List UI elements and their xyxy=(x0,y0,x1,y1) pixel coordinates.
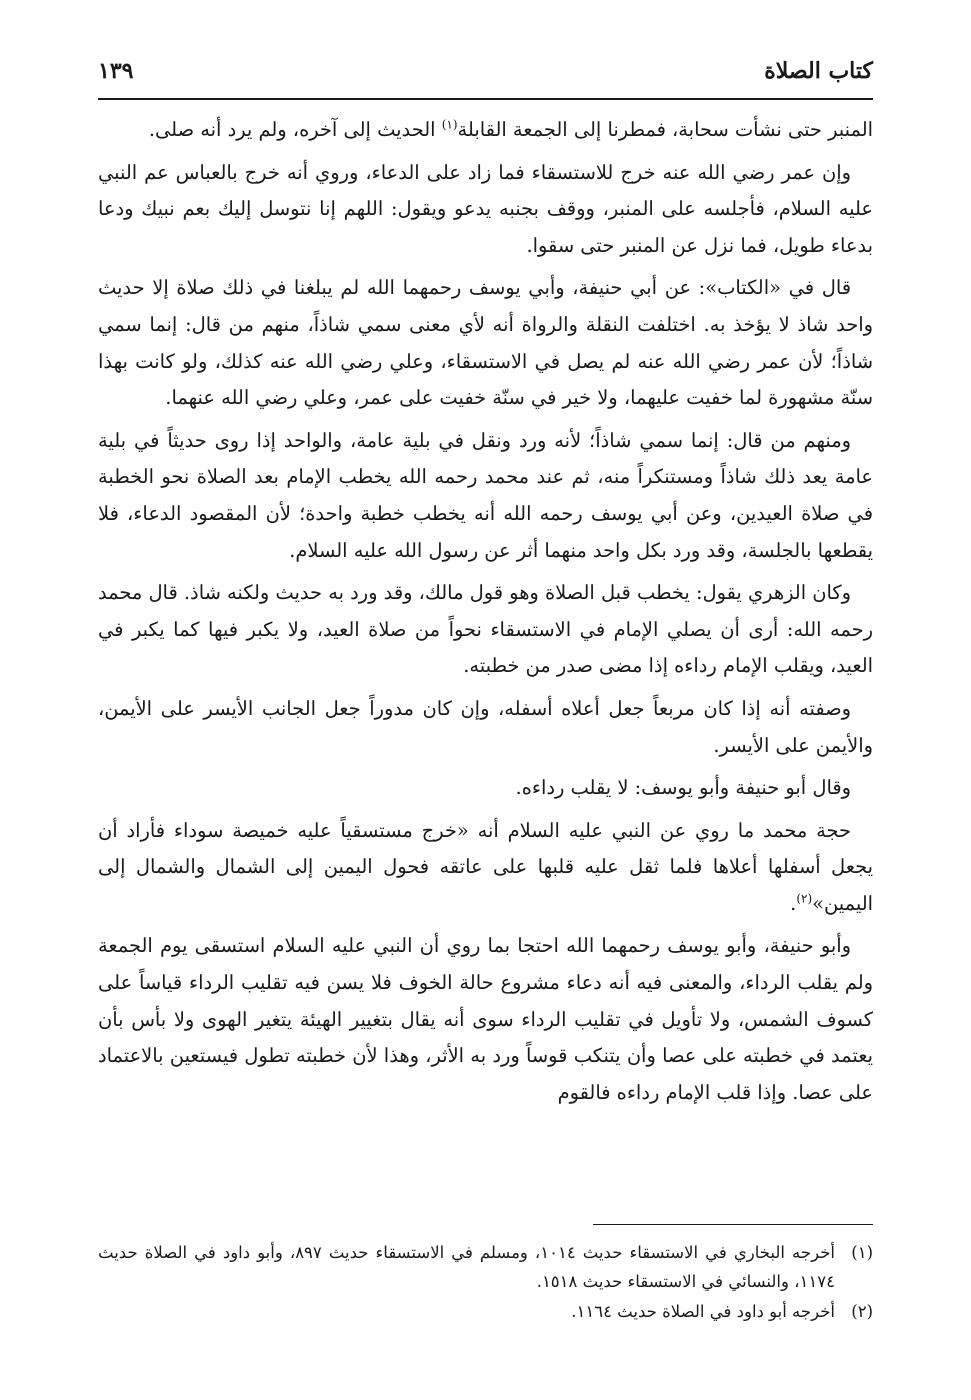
footnote-number: (٢) xyxy=(851,1302,873,1321)
paragraph: ومنهم من قال: إنما سمي شاذاً؛ لأنه ورد ونقل في بلية عامة، والواحد إذا روى حديثاً في بلية عامة يعد ذلك شاذاً ومستنكراً منه، ثم عند محمد رحمه الله يخطب الإمام بعد الصلاة نحو الخطبة في صلاة العيدين، وعن أبي يوسف رحمه الله أنه يخطب خطبة واحدة؛ لأن المقصود الدعاء، فلا يقطعها بالجلسة، وقد ورد بكل واحد منهما أثر عن رسول الله عليه السلام. xyxy=(98,428,873,562)
paragraph-text: . xyxy=(790,891,797,915)
page-number: ١٣٩ xyxy=(98,58,134,84)
paragraph: قال في «الكتاب»: عن أبي حنيفة، وأبي يوسف رحمهما الله لم يبلغنا في ذلك صلاة إلا حديث واحد شاذ لا يؤخذ به. اختلفت النقلة والرواة أنه لأي معنى سمي شاذاً، منهم من قال: إنما سمي شاذاً؛ لأن عمر رضي الله عنه لم يصل في الاستسقاء، وعلي رضي الله عنه كذلك، ولو كانت بهذا سنّة مشهورة لما خفيت عليهما، ولا خير في سنّة خفيت على عمر، وعلي رضي الله عنهما. xyxy=(98,276,873,410)
paragraph-text: الحديث إلى آخره، ولم يرد أنه صلى. xyxy=(148,118,442,141)
paragraph: وقال أبو حنيفة وأبو يوسف: لا يقلب رداءه. xyxy=(515,776,851,800)
paragraph: وإن عمر رضي الله عنه خرج للاستسقاء فما زاد على الدعاء، وروي أنه خرج بالعباس عم النبي عليه السلام، فأجلسه على المنبر، ووقف بجنبه يدعو ويقول: اللهم إنا نتوسل إليك بعم نبيك ودعا بدعاء طويل، فما نزل عن المنبر حتى سقوا. xyxy=(98,160,873,257)
main-text xyxy=(98,112,873,1117)
paragraph-text: حجة محمد ما روي عن النبي عليه السلام أنه «خرج مستسقياً عليه خميصة سوداء فأراد أن يجعل أسفلها أعلاها فلما ثقل عليه قلبها على عاتقه فحول اليمين إلى الشمال والشمال إلى اليمين» xyxy=(98,818,873,915)
footnote-number: (١) xyxy=(851,1243,873,1262)
paragraph xyxy=(98,112,873,149)
footnote xyxy=(98,1238,873,1296)
paragraph: وأبو حنيفة، وأبو يوسف رحمهما الله احتجا بما روي أن النبي عليه السلام استسقى يوم الجمعة ولم يقلب الرداء، والمعنى فيه أنه دعاء مشروع حالة الخوف فلا يسن فيه تقليب الرداء قياساً على كسوف الشمس، ولا تأويل في تقليب الرداء سوى أنه يقال بتغيير الهيئة يتغير الهوى ولا بأس بأن يعتمد في خطبته على عصا وأن يتنكب قوساً ورد به الأثر، وهذا لأن خطبته تطول فيستعين بالاعتماد على عصا. وإذا قلب الإمام رداءه فالقوم xyxy=(98,934,873,1104)
paragraph-text: المنبر حتى نشأت سحابة، فمطرنا إلى الجمعة القابلة xyxy=(457,118,873,141)
footnote-text: أخرجه البخاري في الاستسقاء حديث ١٠١٤، ومسلم في الاستسقاء حديث ٨٩٧، وأبو داود في الصلاة حديث ١١٧٤، والنسائي في الاستسقاء حديث ١٥١٨. xyxy=(98,1243,835,1291)
footnote-ref: (١) xyxy=(441,117,458,132)
paragraph xyxy=(98,813,873,923)
footnotes xyxy=(98,1238,873,1327)
footnote-text: أخرجه أبو داود في الصلاة حديث ١١٦٤. xyxy=(571,1302,835,1321)
footnote-separator xyxy=(593,1224,873,1225)
chapter-title: كتاب الصلاة xyxy=(764,58,873,84)
footnote xyxy=(98,1297,873,1326)
footnote-ref: (٢) xyxy=(796,891,813,906)
paragraph: وصفته أنه إذا كان مربعاً جعل أعلاه أسفله، وإن كان مدوراً جعل الجانب الأيسر على الأيمن، والأيمن على الأيسر. xyxy=(98,696,873,757)
page-header xyxy=(98,58,873,100)
paragraph: وكان الزهري يقول: يخطب قبل الصلاة وهو قول مالك، وقد ورد به حديث ولكنه شاذ. قال محمد رحمه الله: أرى أن يصلي الإمام في الاستسقاء نحواً من صلاة العيد، ولا يكبر فيها كما يكبر في العيد، ويقلب الإمام رداءه إذا مضى صدر من خطبته. xyxy=(98,581,873,678)
